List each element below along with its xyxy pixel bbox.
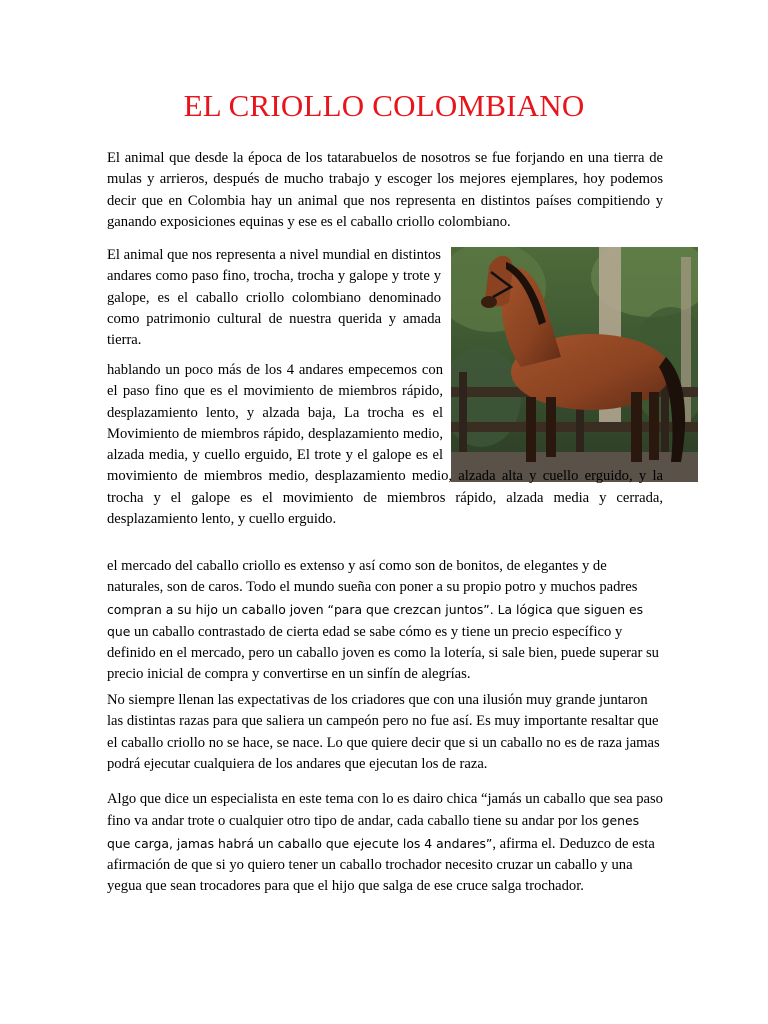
paragraph-specialist-text-2: genes que carga, jamas habrá un caballo que ejecute los 4 andares” bbox=[107, 813, 640, 851]
paragraph-market-text-3: un caballo contrastado de cierta edad se sabe cómo es y tiene un precio específico y definido en el mercado, pero un caballo joven es como la lotería, si sale bien, puede superar su precio inicial de compra y convertirse en un sinfín de alegrías. bbox=[107, 623, 659, 683]
paragraph-expectations: No siempre llenan las expectativas de los criadores que con una ilusión muy grande juntaron las distintas razas para que saliera un campeón pero no fue así. Es muy importante resaltar que el caballo criollo no se hace, se nace. Lo que quiere decir que si un caballo no es de raza jamas podrá ejecutar cualquiera de los andares que ejecutan los de raza. bbox=[107, 692, 660, 772]
paragraph-gaits bbox=[107, 360, 663, 530]
document-title: EL CRIOLLO COLOMBIANO bbox=[183, 88, 585, 123]
paragraph-specialist-text-3: , afirma el. Deduzco de esta afirmación de que si yo quiero tener un caballo trochador necesito cruzar un caballo y una yegua que sean trocadores para que el hijo que salga de ese cruce salga trochador. bbox=[107, 835, 655, 895]
image-wrap-spacer bbox=[443, 360, 663, 465]
paragraph-market bbox=[107, 556, 663, 686]
paragraph-gaits-text: hablando un poco más de los 4 andares empecemos con el paso fino que es el movimiento de miembros rápido, desplazamiento lento, y alzada baja, La trocha es el Movimiento de miembros rápido, desplazamiento medio, alzada media, y cuello erguido, El trote y el galope es el movimiento de miembros medio, desplazamiento medio, alzada alta y cuello erguido, y la trocha y el galope es el movimiento de miembros rápido, alzada media y cerrada, desplazamiento lento, y cuello erguido. bbox=[107, 362, 663, 528]
paragraph-market-text-1: el mercado del caballo criollo es extenso y así como son de bonitos, de elegantes y de naturales, son de caros. Todo el mundo sueña con poner a su propio potro y muchos padres bbox=[107, 558, 638, 596]
paragraph-intro: El animal que desde la época de los tatarabuelos de nosotros se fue forjando en una tierra de mulas y arrieros, después de mucho trabajo y escoger los mejores ejemplares, hoy podemos decir que en Colombia hay un animal que nos representa en distintos países compitiendo y ganando exposiciones equinas y ese es el caballo criollo colombiano. bbox=[107, 150, 663, 230]
paragraph-representation: El animal que nos representa a nivel mundial en distintos andares como paso fino, trocha, trocha y galope y trote y galope, es el caballo criollo colombiano denominado como patrimonio cultural de nuestra querida y amada tierra. bbox=[107, 247, 441, 349]
paragraph-specialist-text-1: Algo que dice un especialista en este tema con lo es dairo chica “jamás un caballo que sea paso fino va andar trote o cualquier otro tipo de andar, cada caballo tiene su andar por los bbox=[107, 791, 663, 830]
paragraph-market-text-2: compran a su hijo un caballo joven “para que crezcan juntos”. La lógica que siguen es que bbox=[107, 601, 644, 639]
paragraph-specialist bbox=[107, 789, 663, 897]
